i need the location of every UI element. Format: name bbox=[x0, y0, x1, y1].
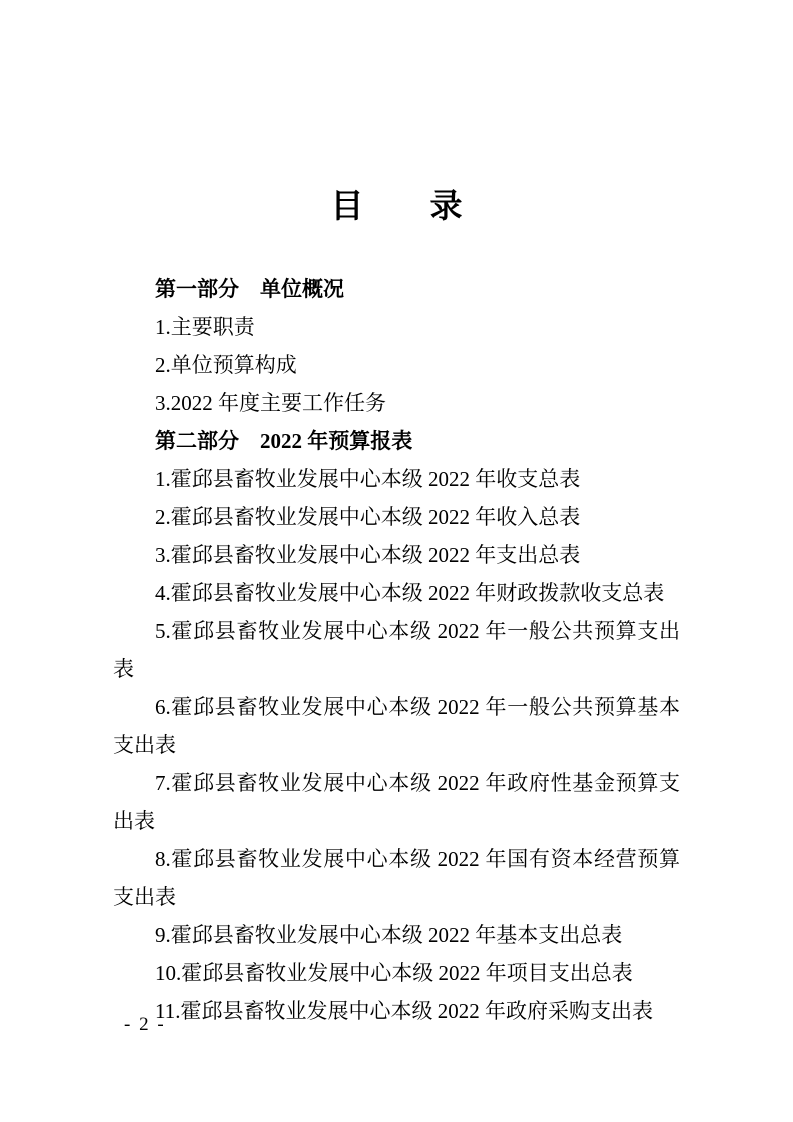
toc-entry: 8.霍邱县畜牧业发展中心本级 2022 年国有资本经营预算支出表 bbox=[113, 847, 680, 909]
section-heading-part1: 第一部分 单位概况 bbox=[155, 277, 344, 301]
toc-entry: 1.主要职责 bbox=[155, 315, 255, 339]
toc-entry: 7.霍邱县畜牧业发展中心本级 2022 年政府性基金预算支出表 bbox=[113, 771, 680, 833]
toc-entry: 2.单位预算构成 bbox=[155, 353, 297, 377]
page-number: - 2 - bbox=[124, 1014, 166, 1035]
toc-entry: 5.霍邱县畜牧业发展中心本级 2022 年一般公共预算支出表 bbox=[113, 619, 680, 681]
toc-entry: 1.霍邱县畜牧业发展中心本级 2022 年收支总表 bbox=[155, 467, 581, 491]
toc-entry: 2.霍邱县畜牧业发展中心本级 2022 年收入总表 bbox=[155, 505, 581, 529]
table-of-contents bbox=[113, 270, 680, 1030]
toc-entry: 3.2022 年度主要工作任务 bbox=[155, 391, 386, 415]
page-title: 目 录 bbox=[330, 189, 463, 225]
toc-entry: 4.霍邱县畜牧业发展中心本级 2022 年财政拨款收支总表 bbox=[155, 581, 665, 605]
toc-entry: 9.霍邱县畜牧业发展中心本级 2022 年基本支出总表 bbox=[155, 923, 623, 947]
toc-entry: 6.霍邱县畜牧业发展中心本级 2022 年一般公共预算基本支出表 bbox=[113, 695, 680, 757]
toc-entry: 11.霍邱县畜牧业发展中心本级 2022 年政府采购支出表 bbox=[155, 999, 653, 1023]
section-heading-part2: 第二部分 2022 年预算报表 bbox=[155, 429, 413, 453]
toc-entry: 3.霍邱县畜牧业发展中心本级 2022 年支出总表 bbox=[155, 543, 581, 567]
toc-entry: 10.霍邱县畜牧业发展中心本级 2022 年项目支出总表 bbox=[155, 961, 633, 985]
